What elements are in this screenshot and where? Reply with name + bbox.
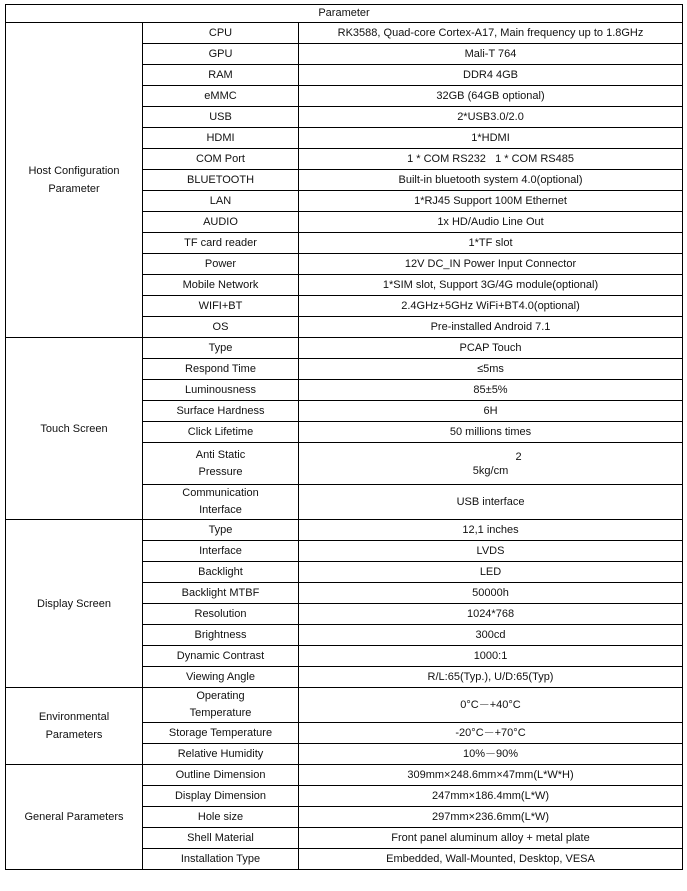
param-value: 1*SIM slot, Support 3G/4G module(optional) (299, 275, 683, 296)
group-touch-screen: Touch Screen (6, 338, 143, 520)
param-label: Interface (143, 541, 299, 562)
param-label: Resolution (143, 604, 299, 625)
param-label: Mobile Network (143, 275, 299, 296)
param-value: 6H (299, 401, 683, 422)
param-value: 1x HD/Audio Line Out (299, 212, 683, 233)
group-general-parameters: General Parameters (6, 765, 143, 870)
param-value: LVDS (299, 541, 683, 562)
param-label: Relative Humidity (143, 744, 299, 765)
param-value: 12,1 inches (299, 520, 683, 541)
param-label: Operating Temperature (143, 688, 299, 723)
param-value: 2*USB3.0/2.0 (299, 107, 683, 128)
parameter-table (5, 4, 683, 870)
param-label: HDMI (143, 128, 299, 149)
param-label: Respond Time (143, 359, 299, 380)
param-value: 32GB (64GB optional) (299, 86, 683, 107)
param-label: Backlight (143, 562, 299, 583)
param-label: Hole size (143, 807, 299, 828)
param-label: Type (143, 520, 299, 541)
param-value: 1024*768 (299, 604, 683, 625)
param-value: 300cd (299, 625, 683, 646)
group-environmental-parameters: Environmental Parameters (6, 688, 143, 765)
param-label: GPU (143, 44, 299, 65)
param-label: Shell Material (143, 828, 299, 849)
param-label: USB (143, 107, 299, 128)
param-label: LAN (143, 191, 299, 212)
param-label: Storage Temperature (143, 723, 299, 744)
param-value: USB interface (299, 485, 683, 520)
param-value: 1000:1 (299, 646, 683, 667)
param-label: WIFI+BT (143, 296, 299, 317)
param-value: 2.4GHz+5GHz WiFi+BT4.0(optional) (299, 296, 683, 317)
param-value: 1*TF slot (299, 233, 683, 254)
param-value: Pre-installed Android 7.1 (299, 317, 683, 338)
param-value: 2 5kg/cm (299, 443, 683, 485)
param-value: 50000h (299, 583, 683, 604)
param-label: RAM (143, 65, 299, 86)
param-value: 1*HDMI (299, 128, 683, 149)
param-value: DDR4 4GB (299, 65, 683, 86)
param-label: AUDIO (143, 212, 299, 233)
param-value: 50 millions times (299, 422, 683, 443)
param-label: Luminousness (143, 380, 299, 401)
group-display-screen: Display Screen (6, 520, 143, 688)
param-value: R/L:65(Typ.), U/D:65(Typ) (299, 667, 683, 688)
param-label: TF card reader (143, 233, 299, 254)
param-value: 247mm×186.4mm(L*W) (299, 786, 683, 807)
table-title: Parameter (6, 5, 683, 23)
param-label: COM Port (143, 149, 299, 170)
param-value: Built-in bluetooth system 4.0(optional) (299, 170, 683, 191)
param-value: LED (299, 562, 683, 583)
param-value: Front panel aluminum alloy + metal plate (299, 828, 683, 849)
param-label: Surface Hardness (143, 401, 299, 422)
param-label: Installation Type (143, 849, 299, 870)
param-label: Type (143, 338, 299, 359)
param-label: Power (143, 254, 299, 275)
param-label: BLUETOOTH (143, 170, 299, 191)
param-value: 10%－90% (299, 744, 683, 765)
param-value: 297mm×236.6mm(L*W) (299, 807, 683, 828)
param-value: Embedded, Wall-Mounted, Desktop, VESA (299, 849, 683, 870)
superscript: 2 (515, 450, 522, 463)
group-host-configuration: Host Configuration Parameter (6, 23, 143, 338)
param-value: -20°C－+70°C (299, 723, 683, 744)
param-value: 1*RJ45 Support 100M Ethernet (299, 191, 683, 212)
param-label: eMMC (143, 86, 299, 107)
param-value: 0°C－+40°C (299, 688, 683, 723)
param-value: 309mm×248.6mm×47mm(L*W*H) (299, 765, 683, 786)
param-label: CPU (143, 23, 299, 44)
param-value: 1 * COM RS232 1 * COM RS485 (299, 149, 683, 170)
param-label: Display Dimension (143, 786, 299, 807)
param-value: 12V DC_IN Power Input Connector (299, 254, 683, 275)
param-value: PCAP Touch (299, 338, 683, 359)
param-value: RK3588, Quad-core Cortex-A17, Main frequency up to 1.8GHz (299, 23, 683, 44)
param-label: Viewing Angle (143, 667, 299, 688)
param-label: Backlight MTBF (143, 583, 299, 604)
param-label: Click Lifetime (143, 422, 299, 443)
param-value: ≤5ms (299, 359, 683, 380)
param-label: OS (143, 317, 299, 338)
param-label: Brightness (143, 625, 299, 646)
param-value: 85±5% (299, 380, 683, 401)
param-label: Outline Dimension (143, 765, 299, 786)
param-value: Mali-T 764 (299, 44, 683, 65)
param-label: Anti Static Pressure (143, 443, 299, 485)
param-label: Dynamic Contrast (143, 646, 299, 667)
param-label: Communication Interface (143, 485, 299, 520)
